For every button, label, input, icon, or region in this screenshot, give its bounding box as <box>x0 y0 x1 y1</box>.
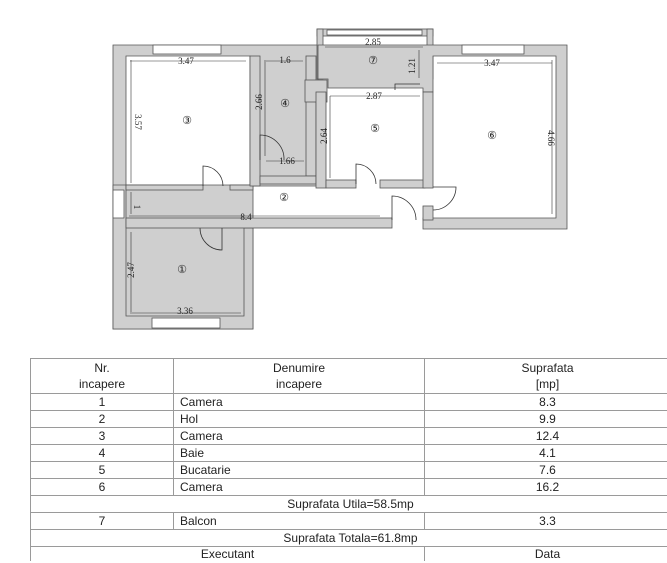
row-area: 16.2 <box>425 479 667 496</box>
row-nr: 7 <box>31 513 174 530</box>
grand-total: Suprafata Totala=61.8mp <box>31 530 667 547</box>
room-3-label: ③ <box>182 115 192 127</box>
dim-balcony-width: 2.85 <box>365 37 381 47</box>
row-name: Bucatarie <box>174 462 425 479</box>
row-area: 4.1 <box>425 445 667 462</box>
dim-room1-width: 3.36 <box>177 306 193 316</box>
row-area: 3.3 <box>425 513 667 530</box>
row-area: 9.9 <box>425 411 667 428</box>
row-name: Camera <box>174 394 425 411</box>
table-row <box>31 411 667 428</box>
room-area-table <box>30 358 667 561</box>
dim-room5-height: 2.64 <box>319 128 329 144</box>
row-name: Balcon <box>174 513 425 530</box>
header-nr: Nr. incapere <box>31 359 174 394</box>
dim-room6-width: 3.47 <box>484 58 500 68</box>
row-nr: 1 <box>31 394 174 411</box>
table-row <box>31 445 667 462</box>
header-name: Denumire incapere <box>174 359 425 394</box>
dim-room5-width: 2.87 <box>366 91 382 101</box>
dim-hall-length: 8.4 <box>240 212 252 222</box>
dim-hall-width: 1 <box>132 204 142 210</box>
row-area: 8.3 <box>425 394 667 411</box>
table-row <box>31 462 667 479</box>
row-nr: 4 <box>31 445 174 462</box>
table-row <box>31 479 667 496</box>
row-name: Baie <box>174 445 425 462</box>
table-row <box>31 394 667 411</box>
table-row <box>31 513 667 530</box>
walls <box>113 29 567 329</box>
footer-date: Data <box>425 547 667 562</box>
dim-room1-height: 2.47 <box>126 262 136 278</box>
dim-room4-bottom: 1.66 <box>279 156 295 166</box>
dim-room3-height: 3.57 <box>133 114 143 130</box>
table-header <box>31 359 667 394</box>
row-area: 12.4 <box>425 428 667 445</box>
row-area: 7.6 <box>425 462 667 479</box>
room-5-label: ⑤ <box>370 123 380 135</box>
dim-room6-height: 4.66 <box>546 130 556 146</box>
row-name: Camera <box>174 428 425 445</box>
room-2-label: ② <box>279 192 289 204</box>
footer-executant: Executant <box>31 547 425 562</box>
header-area: Suprafata [mp] <box>425 359 667 394</box>
row-nr: 6 <box>31 479 174 496</box>
dim-room4-width: 1.6 <box>279 55 291 65</box>
usable-total: Suprafata Utila=58.5mp <box>31 496 667 513</box>
usable-total-row <box>31 496 667 513</box>
room-6-label: ⑥ <box>487 130 497 142</box>
room-4-label: ④ <box>280 98 290 110</box>
footer-row <box>31 547 667 562</box>
row-name: Hol <box>174 411 425 428</box>
dim-room3-width: 3.47 <box>178 56 194 66</box>
room-7-label: ⑦ <box>368 55 378 67</box>
row-name: Camera <box>174 479 425 496</box>
room-1-label: ① <box>177 264 187 276</box>
row-nr: 5 <box>31 462 174 479</box>
dim-balcony-depth: 1.21 <box>407 58 417 74</box>
row-nr: 2 <box>31 411 174 428</box>
row-nr: 3 <box>31 428 174 445</box>
dim-room4-height: 2.66 <box>254 94 264 110</box>
grand-total-row <box>31 530 667 547</box>
table-row <box>31 428 667 445</box>
